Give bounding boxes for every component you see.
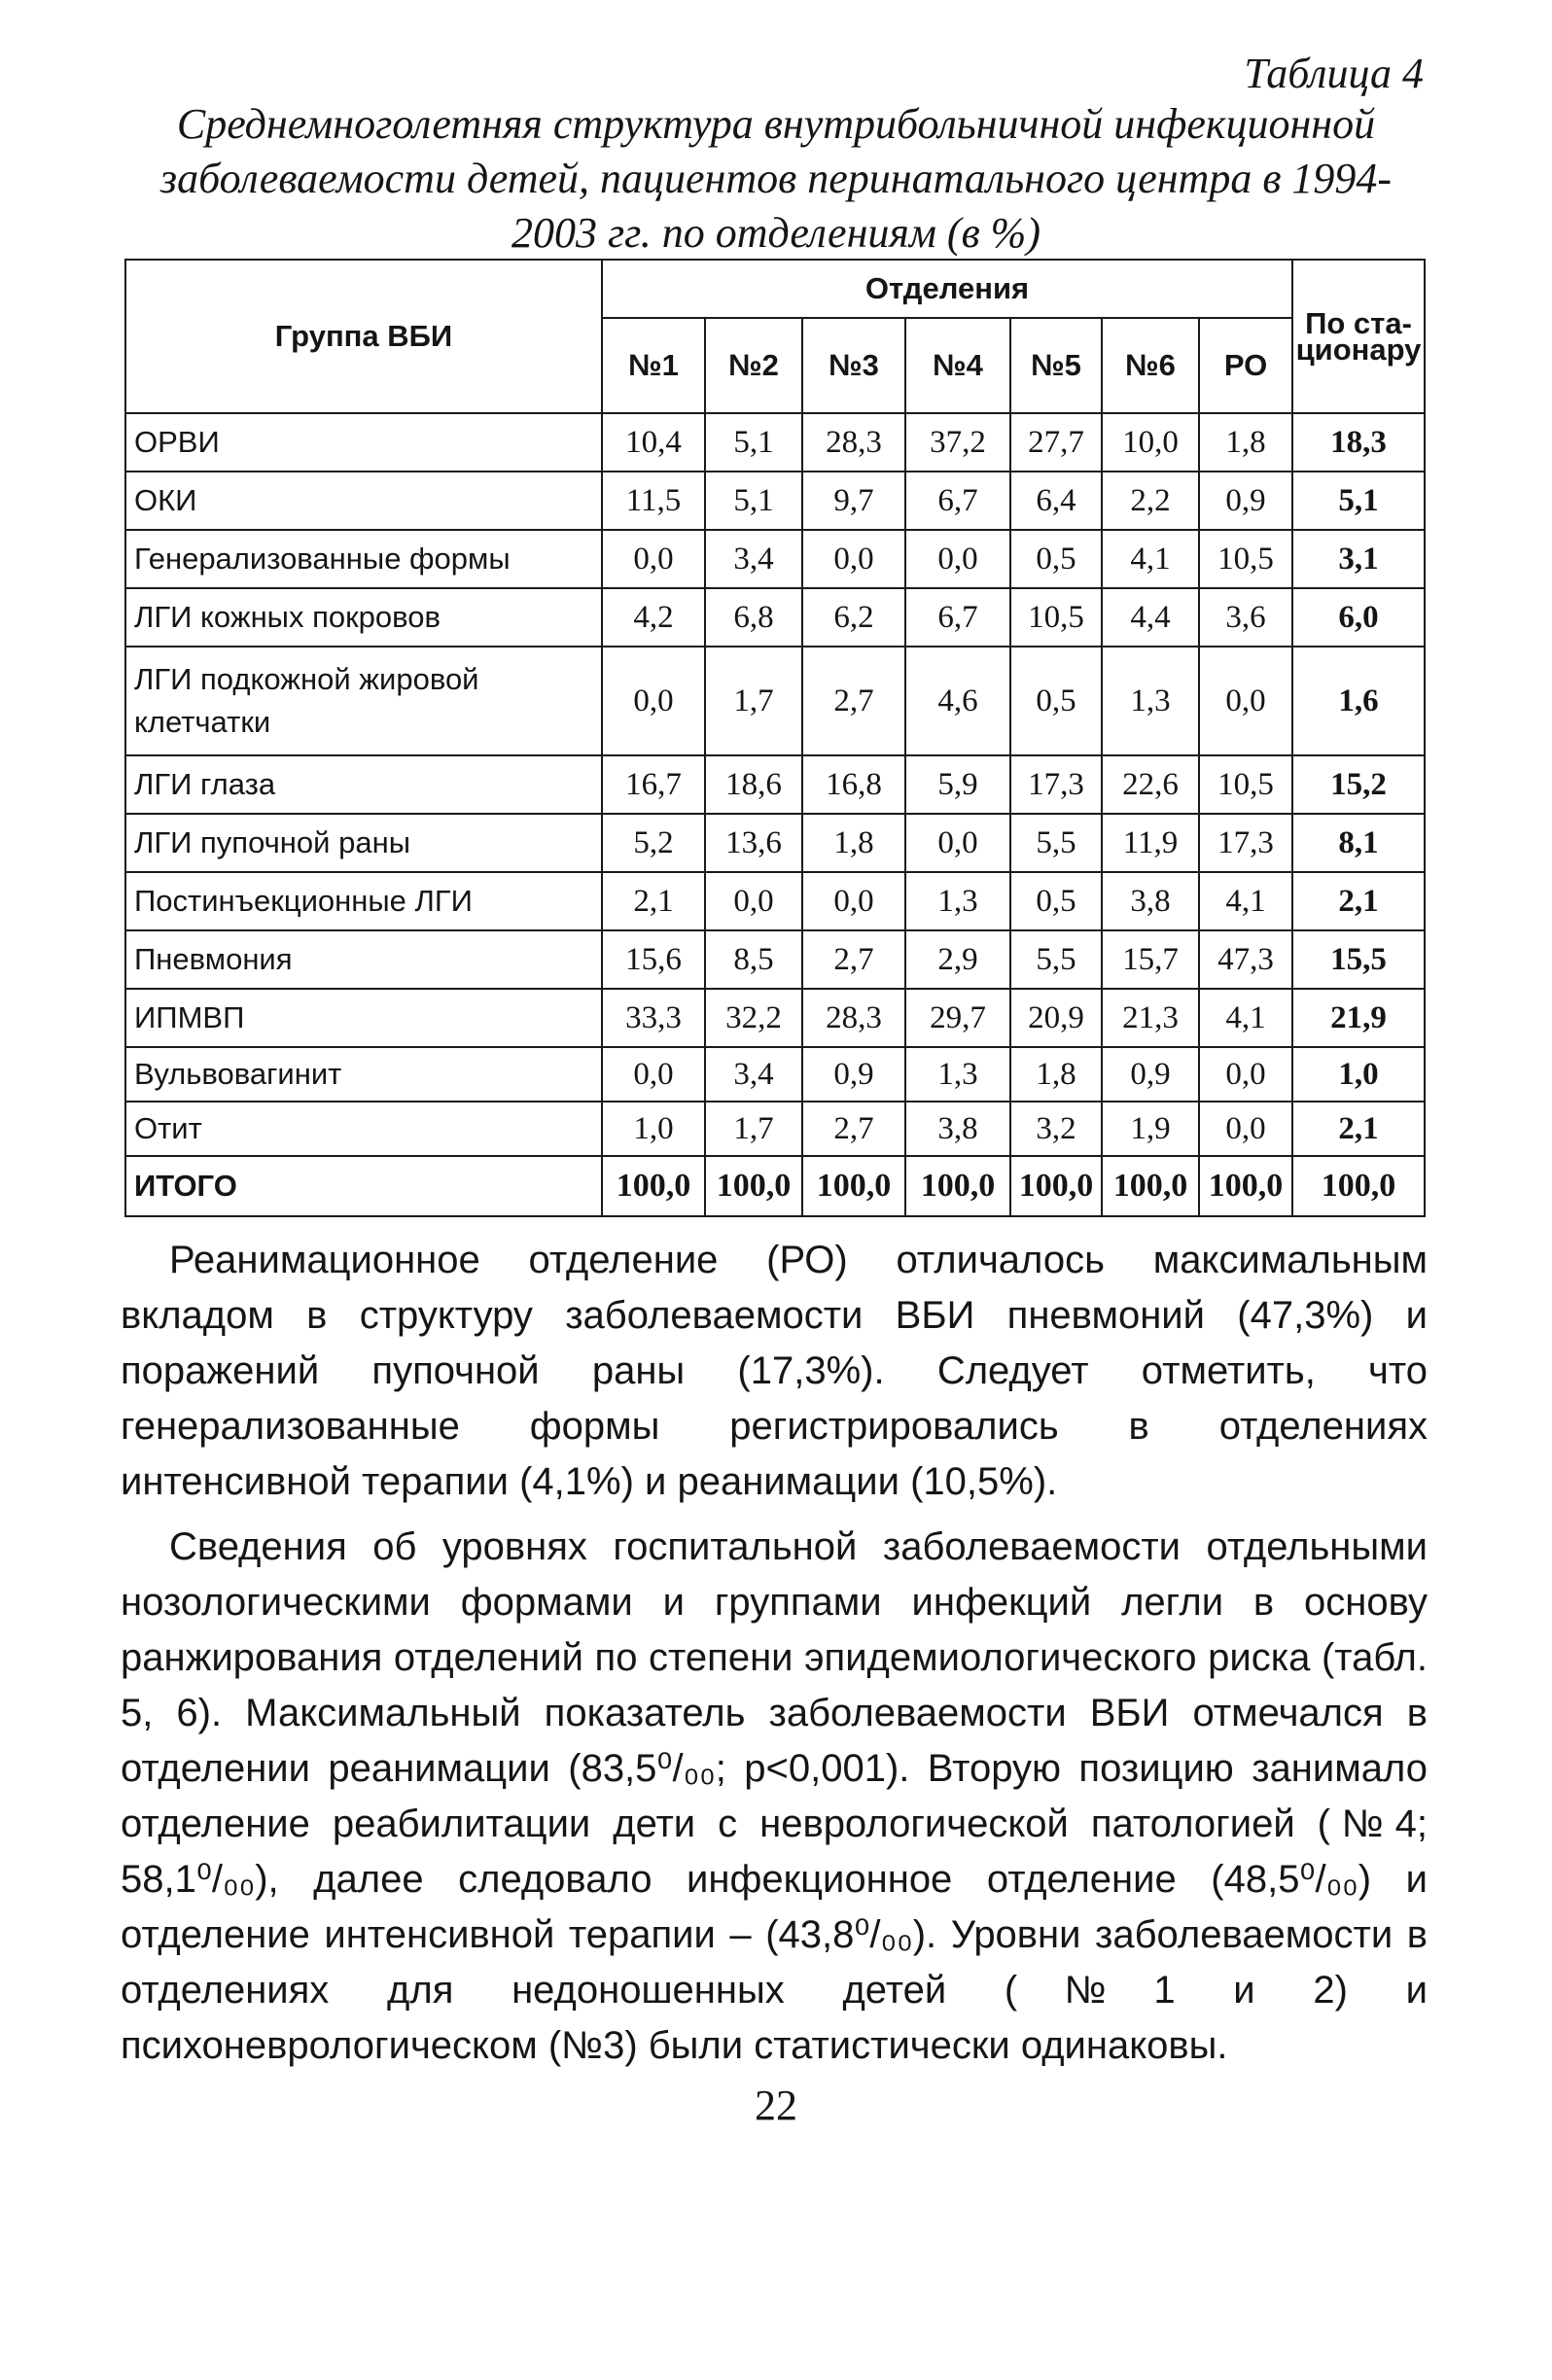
table-cell: 1,7 (705, 1102, 802, 1156)
table-cell: 1,8 (1199, 413, 1292, 472)
table-cell: 100,0 (1010, 1156, 1102, 1216)
table-cell: 0,0 (602, 647, 705, 755)
total-cell: 2,1 (1292, 872, 1425, 930)
table-cell: 11,9 (1102, 814, 1199, 872)
table-body (125, 413, 1425, 1216)
table-cell: 0,0 (602, 530, 705, 588)
table-cell: 15,6 (602, 930, 705, 989)
table-cell: 0,9 (1199, 472, 1292, 530)
table-cell: 1,3 (1102, 647, 1199, 755)
row-name: ЛГИ глаза (125, 755, 602, 814)
incidence-table (124, 259, 1426, 1217)
row-name: ОКИ (125, 472, 602, 530)
column-header: №6 (1102, 318, 1199, 413)
table-cell: 0,5 (1010, 872, 1102, 930)
group-header: Группа ВБИ (125, 260, 602, 413)
body-text (121, 1233, 1428, 2083)
column-header: РО (1199, 318, 1292, 413)
stationary-header: По ста-ционару (1292, 260, 1425, 413)
table-cell: 17,3 (1199, 814, 1292, 872)
total-cell: 21,9 (1292, 989, 1425, 1047)
total-cell: 18,3 (1292, 413, 1425, 472)
table-cell: 8,5 (705, 930, 802, 989)
table-cell: 0,0 (1199, 1047, 1292, 1102)
table-row (125, 647, 1425, 755)
row-name: Пневмония (125, 930, 602, 989)
table-cell: 4,2 (602, 588, 705, 647)
table-cell: 10,0 (1102, 413, 1199, 472)
row-name: Вульвовагинит (125, 1047, 602, 1102)
table-cell: 3,4 (705, 530, 802, 588)
table-cell: 4,4 (1102, 588, 1199, 647)
total-cell: 15,2 (1292, 755, 1425, 814)
table-cell: 0,5 (1010, 530, 1102, 588)
column-header: №1 (602, 318, 705, 413)
table-cell: 6,8 (705, 588, 802, 647)
table-row (125, 872, 1425, 930)
row-name: ИПМВП (125, 989, 602, 1047)
table-cell: 17,3 (1010, 755, 1102, 814)
table-cell: 3,2 (1010, 1102, 1102, 1156)
row-name: Генерализованные формы (125, 530, 602, 588)
table-cell: 0,9 (802, 1047, 905, 1102)
table-cell: 29,7 (905, 989, 1010, 1047)
table-cell: 5,1 (705, 413, 802, 472)
table-cell: 4,6 (905, 647, 1010, 755)
table-cell: 3,8 (1102, 872, 1199, 930)
table-cell: 11,5 (602, 472, 705, 530)
table-cell: 28,3 (802, 989, 905, 1047)
table-cell: 100,0 (602, 1156, 705, 1216)
row-name: ЛГИ подкожной жировой клетчатки (125, 647, 602, 755)
table-row (125, 930, 1425, 989)
page-number: 22 (755, 2082, 797, 2129)
table-cell: 6,7 (905, 472, 1010, 530)
table-cell: 33,3 (602, 989, 705, 1047)
table-cell: 0,0 (705, 872, 802, 930)
table-cell: 100,0 (1199, 1156, 1292, 1216)
table-cell: 20,9 (1010, 989, 1102, 1047)
total-cell: 8,1 (1292, 814, 1425, 872)
table-row (125, 588, 1425, 647)
table-cell: 1,9 (1102, 1102, 1199, 1156)
column-header: №3 (802, 318, 905, 413)
column-header: №5 (1010, 318, 1102, 413)
table-cell: 2,7 (802, 930, 905, 989)
table-row (125, 1047, 1425, 1102)
table-row (125, 413, 1425, 472)
table-cell: 13,6 (705, 814, 802, 872)
table-cell: 0,0 (905, 530, 1010, 588)
table-cell: 1,3 (905, 1047, 1010, 1102)
table-cell: 3,8 (905, 1102, 1010, 1156)
table-cell: 16,7 (602, 755, 705, 814)
table-cell: 10,5 (1199, 755, 1292, 814)
table-cell: 4,1 (1199, 989, 1292, 1047)
table-cell: 4,1 (1199, 872, 1292, 930)
column-header: №2 (705, 318, 802, 413)
table-cell: 0,9 (1102, 1047, 1199, 1102)
table-row (125, 989, 1425, 1047)
row-name: ЛГИ пупочной раны (125, 814, 602, 872)
paragraph: Сведения об уровнях госпитальной заболеваемости отдельными нозологическими формами и группами инфекций легли в основу ранжирования отделений по степени эпидемиологического риска (табл. 5, 6). Максимальный показатель заболеваемости ВБИ отмечался в отделении реанимации (83,5⁰/₀₀; p<0,001). Вторую позицию занимало отделение реабилитации дети с неврологической патологией (№4; 58,1⁰/₀₀), далее следовало инфекционное отделение (48,5⁰/₀₀) и отделение интенсивной терапии – (43,8⁰/₀₀). Уровни заболеваемости в отделениях для недоношенных детей (№1 и 2) и психоневрологическом (№3) были статистически одинаковы. (121, 1525, 1428, 2067)
table-row (125, 472, 1425, 530)
table-cell: 5,5 (1010, 930, 1102, 989)
table-cell: 5,1 (705, 472, 802, 530)
total-cell: 5,1 (1292, 472, 1425, 530)
table-cell: 5,9 (905, 755, 1010, 814)
table-cell: 10,5 (1010, 588, 1102, 647)
total-cell: 3,1 (1292, 530, 1425, 588)
table-cell: 0,5 (1010, 647, 1102, 755)
total-cell: 1,0 (1292, 1047, 1425, 1102)
table-cell: 16,8 (802, 755, 905, 814)
table-cell: 1,8 (1010, 1047, 1102, 1102)
table-cell: 6,4 (1010, 472, 1102, 530)
table-cell: 47,3 (1199, 930, 1292, 989)
table-caption: Среднемноголетняя структура внутрибольничной инфекционной заболеваемости детей, пациентов перинатального центра в 1994-2003 гг. по отделениям (в %) (159, 100, 1393, 257)
row-name: Отит (125, 1102, 602, 1156)
total-cell: 15,5 (1292, 930, 1425, 989)
table-cell: 1,0 (602, 1102, 705, 1156)
table-cell: 100,0 (705, 1156, 802, 1216)
table-cell: 15,7 (1102, 930, 1199, 989)
table-cell: 21,3 (1102, 989, 1199, 1047)
table-cell: 0,0 (802, 872, 905, 930)
total-cell: 1,6 (1292, 647, 1425, 755)
row-name: ЛГИ кожных покровов (125, 588, 602, 647)
table-row (125, 755, 1425, 814)
row-name: ИТОГО (125, 1156, 602, 1216)
table-cell: 9,7 (802, 472, 905, 530)
table-cell: 10,5 (1199, 530, 1292, 588)
table-cell: 0,0 (802, 530, 905, 588)
table-cell: 0,0 (905, 814, 1010, 872)
table-cell: 32,2 (705, 989, 802, 1047)
table-cell: 6,7 (905, 588, 1010, 647)
total-cell: 2,1 (1292, 1102, 1425, 1156)
table-cell: 22,6 (1102, 755, 1199, 814)
paragraph: Реанимационное отделение (РО) отличалось максимальным вкладом в структуру заболеваемости ВБИ пневмоний (47,3%) и поражений пупочной раны (17,3%). Следует отметить, что генерализованные формы регистрировались в отделениях интенсивной терапии (4,1%) и реанимации (10,5%). (121, 1239, 1428, 1503)
table-cell: 27,7 (1010, 413, 1102, 472)
table-cell: 100,0 (1102, 1156, 1199, 1216)
row-name: Постинъекционные ЛГИ (125, 872, 602, 930)
table-cell: 2,7 (802, 1102, 905, 1156)
table-row (125, 530, 1425, 588)
table-cell: 0,0 (1199, 647, 1292, 755)
table-row (125, 1102, 1425, 1156)
table-row (125, 814, 1425, 872)
table-cell: 2,9 (905, 930, 1010, 989)
table-cell: 100,0 (905, 1156, 1010, 1216)
total-cell: 100,0 (1292, 1156, 1425, 1216)
total-cell: 6,0 (1292, 588, 1425, 647)
table-cell: 0,0 (1199, 1102, 1292, 1156)
table-cell: 2,1 (602, 872, 705, 930)
table-cell: 6,2 (802, 588, 905, 647)
table-cell: 5,2 (602, 814, 705, 872)
table-cell: 1,7 (705, 647, 802, 755)
departments-header: Отделения (602, 260, 1292, 318)
table-cell: 5,5 (1010, 814, 1102, 872)
total-row (125, 1156, 1425, 1216)
column-header: №4 (905, 318, 1010, 413)
table-header (125, 260, 1425, 413)
table-cell: 1,8 (802, 814, 905, 872)
table-cell: 28,3 (802, 413, 905, 472)
table-cell: 1,3 (905, 872, 1010, 930)
table-cell: 0,0 (602, 1047, 705, 1102)
table-cell: 3,6 (1199, 588, 1292, 647)
table-cell: 3,4 (705, 1047, 802, 1102)
table-cell: 100,0 (802, 1156, 905, 1216)
table-cell: 18,6 (705, 755, 802, 814)
table-cell: 4,1 (1102, 530, 1199, 588)
table-cell: 10,4 (602, 413, 705, 472)
table-label: Таблица 4 (1244, 50, 1424, 97)
row-name: ОРВИ (125, 413, 602, 472)
table-cell: 2,7 (802, 647, 905, 755)
table-cell: 2,2 (1102, 472, 1199, 530)
table-cell: 37,2 (905, 413, 1010, 472)
